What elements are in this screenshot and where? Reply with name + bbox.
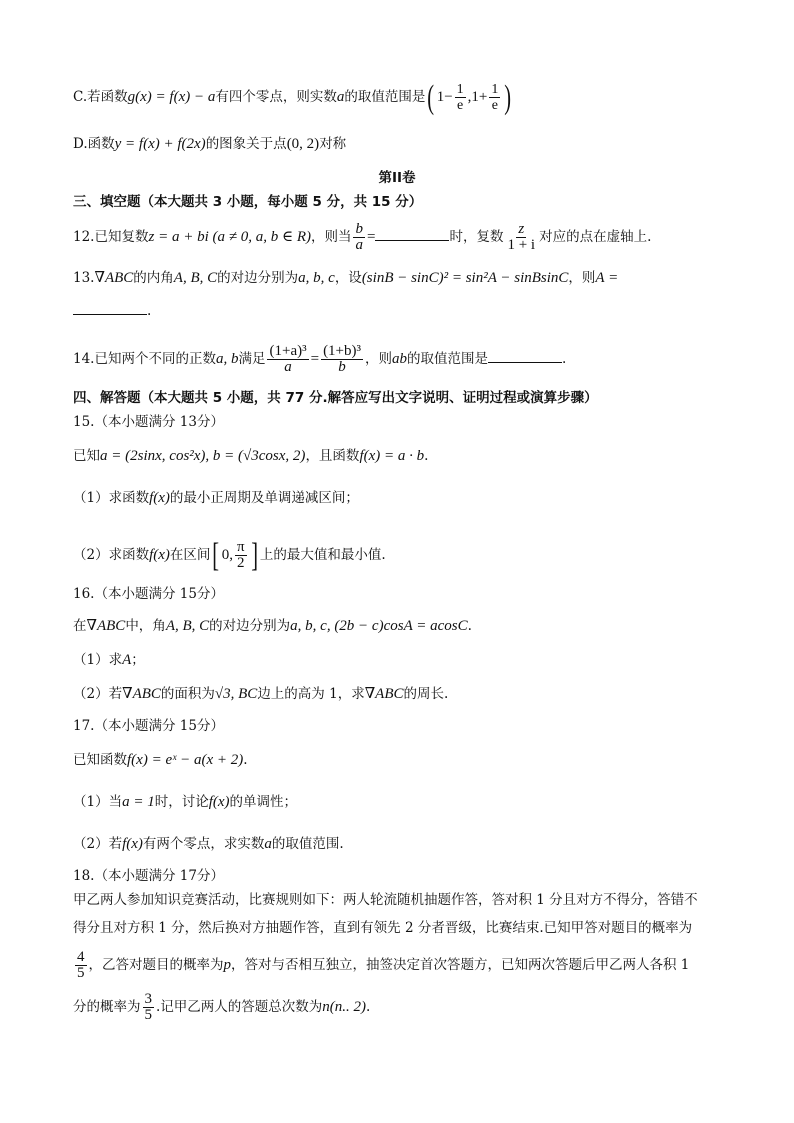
- fraction-1-over-e-2: $\frac{1}{e}$: [491, 82, 499, 113]
- question-18-line2: 得分且对方积 1 分，然后换对方抽题作答，直到有领先 2 分者晋级，比赛结束.已知甲答对题目的概率为: [73, 920, 693, 936]
- fraction-b-over-a: $\frac{b}{a}$: [355, 221, 363, 253]
- question-16-part1: （1）求A；: [73, 652, 145, 668]
- question-16-head: 16.（本小题满分 15分）: [73, 586, 224, 602]
- question-17-part1: （1）当a = 1时，讨论f(x)的单调性；: [73, 794, 298, 810]
- section3-title: 三、填空题（本大题共 3 小题，每小题 5 分，共 15 分）: [73, 194, 423, 210]
- left-paren: (: [427, 78, 435, 116]
- option-c: C.若函数g(x) = f(x) − a有四个零点，则实数a的取值范围是( 1− $\frac{1}{e}$ ,1+ $\frac{1}{e}$ ): [73, 78, 512, 116]
- question-18-head: 18.（本小题满分 17分）: [73, 868, 224, 884]
- question-18-line1: 甲乙两人参加知识竞赛活动，比赛规则如下：两人轮流随机抽题作答，答对积 1 分且对方不得分，答错不: [73, 892, 698, 908]
- question-16-part2: （2）若∇ABC的面积为√3, BC边上的高为 1，求∇ABC的周长.: [73, 686, 449, 702]
- fraction-pi-over-2: $\frac{\pi}{2}$: [237, 539, 245, 571]
- option-c-expr: g(x) = f(x) − a: [127, 89, 216, 105]
- question-18-line4: 分的概率为 $\frac{3}{5}$ .记甲乙两人的答题总次数为n(n.. 2).: [73, 991, 371, 1023]
- question-13: 13.∇ABC的内角A, B, C的对边分别为a, b, c，设(sinB − sinC)² = sin²A − sinBsinC，则A =: [73, 270, 619, 286]
- question-17-part2: （2）若f(x)有两个零点，求实数a的取值范围.: [73, 836, 344, 852]
- fraction-4-over-5: $\frac{4}{5}$: [77, 949, 85, 981]
- answer-blank-12[interactable]: [375, 226, 449, 241]
- answer-blank-13-line: .: [73, 300, 151, 321]
- section4-title: 四、解答题（本大题共 5 小题，共 77 分.解答应写出文字说明、证明过程或演算步骤）: [73, 390, 598, 406]
- fraction-z-over-1-plus-i: $\frac{z}{1 + i}$: [507, 221, 536, 253]
- fraction-1-over-e: $\frac{1}{e}$: [456, 82, 464, 113]
- fraction-3-over-5: $\frac{3}{5}$: [144, 991, 152, 1023]
- question-15-part2: （2）求函数f(x)在区间[ 0, $\frac{\pi}{2}$ ] 上的最大值和最小值.: [73, 536, 386, 574]
- left-bracket: [: [212, 536, 220, 574]
- right-paren: ): [504, 78, 512, 116]
- option-d: D.函数y = f(x) + f(2x)的图象关于点(0, 2)对称: [73, 136, 347, 152]
- answer-blank-14[interactable]: [488, 348, 562, 363]
- right-bracket: ]: [250, 536, 258, 574]
- fraction-left: $\frac{\text{(1+a)³}}{a}$: [269, 343, 307, 375]
- question-15-part1: （1）求函数f(x)的最小正周期及单调递减区间；: [73, 490, 359, 506]
- question-15-given: 已知a = (2sinx, cos²x), b = (√3cosx, 2)，且函数f(x) = a · b.: [73, 448, 429, 464]
- question-18-line3: $\frac{4}{5}$ ，乙答对题目的概率为p，答对与否相互独立，抽签决定首次答题方，已知两次答题后甲乙两人各积 1: [77, 949, 690, 981]
- question-17-head: 17.（本小题满分 15分）: [73, 718, 224, 734]
- question-12: 12.已知复数z = a + bi (a ≠ 0, a, b ∈ R)，则当 $\frac{b}{a}$ = 时，复数 $\frac{z}{1 + i}$ 对应的点在虚轴上.: [73, 221, 652, 253]
- part2-title: 第II卷: [378, 170, 416, 186]
- question-14: 14.已知两个不同的正数a, b满足 $\frac{\text{(1+a)³}}{a}$ = $\frac{\text{(1+b)³}}{b}$ ，则ab的取值范围是 .: [73, 343, 567, 375]
- question-17-given: 已知函数f(x) = eˣ − a(x + 2).: [73, 752, 248, 768]
- question-16-given: 在∇ABC中，角A, B, C的对边分别为a, b, c, (2b − c)cosA = acosC.: [73, 618, 472, 634]
- question-15-head: 15.（本小题满分 13分）: [73, 414, 224, 430]
- fraction-right: $\frac{\text{(1+b)³}}{b}$: [323, 343, 362, 375]
- answer-blank-13[interactable]: [73, 300, 147, 315]
